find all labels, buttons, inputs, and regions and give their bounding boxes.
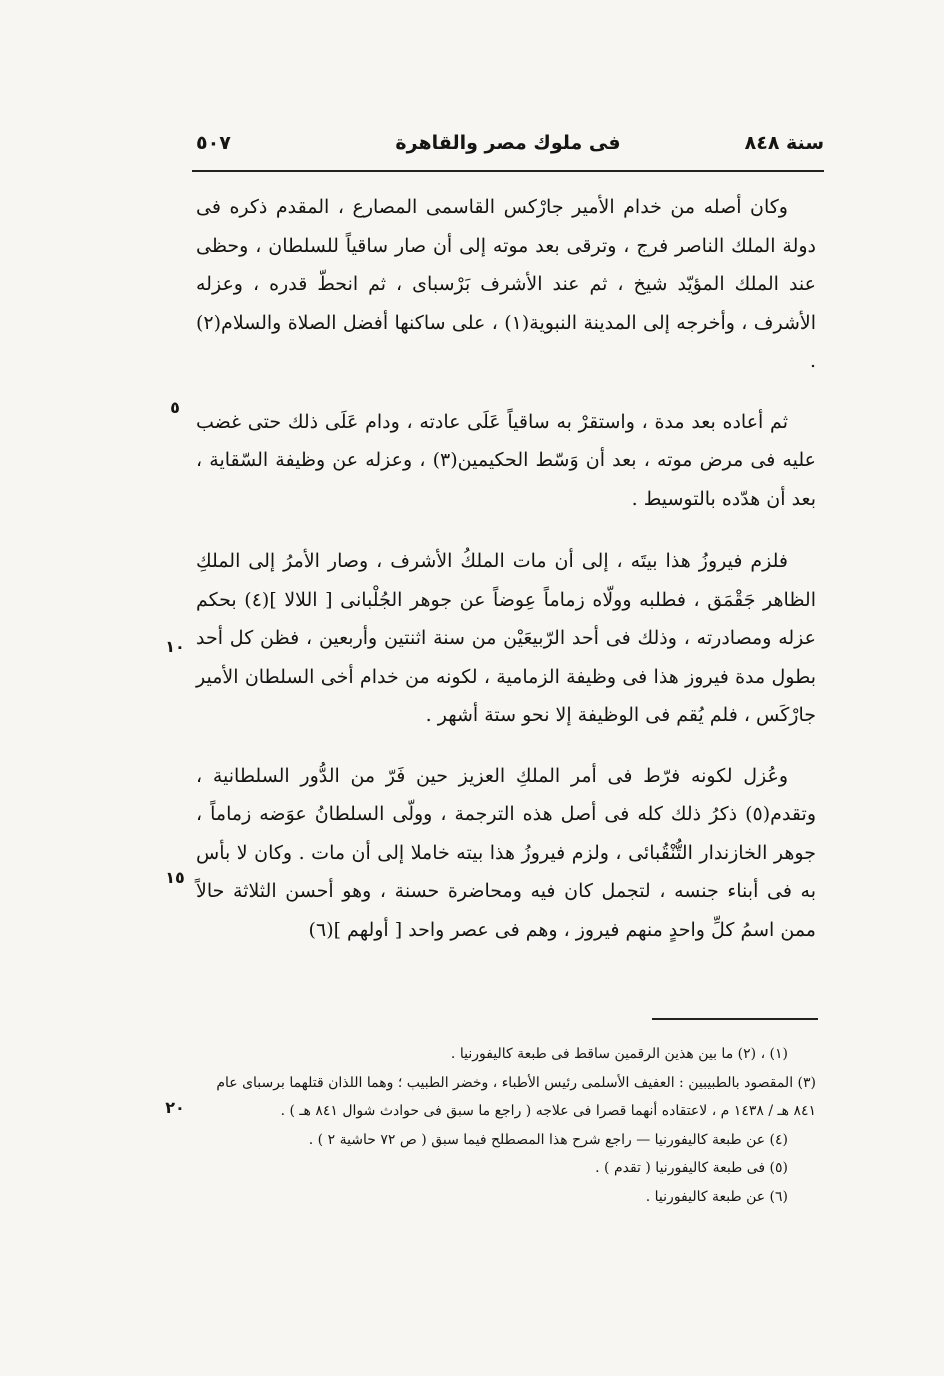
paragraph: ثم أعاده بعد مدة ، واستقرْ به ساقياً عَلَى عادته ، ودام عَلَى ذلك حتى غضب عليه فى مرض موته ، بعد أن وَسّط الحكيمين(٣) ، وعزله عن وظيفة السّقاية ، بعد أن هدّده بالتوسيط . <box>196 410 816 510</box>
header-year: سنة ٨٤٨ <box>744 132 824 154</box>
page-number: ٥٠٧ <box>196 132 231 154</box>
footnote: (٤) عن طبعة كاليفورنيا — راجع شرح هذا المصطلح فيما سبق ( ص ٧٢ حاشية ٢ ) . <box>308 1131 788 1148</box>
line-number: ٢٠ <box>165 1098 185 1117</box>
main-text <box>196 188 816 949</box>
footnote: (٦) عن طبعة كاليفورنيا . <box>645 1188 788 1205</box>
running-header <box>192 128 824 162</box>
header-rule <box>192 170 824 172</box>
footnotes <box>196 1040 816 1211</box>
line-number: ١٠ <box>165 637 185 656</box>
paragraph: فلزم فيروزُ هذا بيتَه ، إلى أن مات الملكُ الأشرف ، وصار الأمرُ إلى الملكِ الظاهر جَقْمَق ، فطلبه وولّاه زماماً عِوضاً عن جوهر الجُلْبانى [ اللالا ](٤) بحكم عزله ومصادرته ، وذلك فى أحد الرّبيعَيْن من سنة اثنتين وأربعين ، فظن كل أحد بطول مدة فيروز هذا فى وظيفة الزمامية ، لكونه من خدام أخى السلطان الأمير جارْكَس ، فلم يُقم فى الوظيفة إلا نحو ستة أشهر . <box>196 550 816 726</box>
footnote: (٥) فى طبعة كاليفورنيا ( تقدم ) . <box>595 1160 788 1176</box>
paragraph: وعُزل لكونه فرّط فى أمر الملكِ العزيز حين فَرّ من الدُّور السلطانية ، وتقدم(٥) ذكرُ ذلك كله فى أصل هذه الترجمة ، وولّى السلطانُ عوَضه زماماً ، جوهر الخازندار التُّنْقُبائى ، ولزم فيروزُ هذا بيته خاملا إلى أن مات . وكان لا بأس به فى أبناء جنسه ، لتجمل كان فيه ومحاضرة حسنة ، وهو أحسن الثلاثة حالاً ممن اسمُ كلِّ واحدٍ منهم فيروز ، وهم فى عصر واحد [ أولهم ](٦) <box>196 764 816 941</box>
paragraph: وكان أصله من خدام الأمير جارْكس القاسمى المصارع ، المقدم ذكره فى دولة الملك الناصر فرج ، وترقى بعد موته إلى أن صار ساقياً للسلطان ، وحظى عند الملك المؤيّد شيخ ، ثم عند الأشرف بَرْسباى ، ثم انحطّ قدره ، وعزله الأشرف ، وأخرجه إلى المدينة النبوية(١) ، على ساكنها أفضل الصلاة والسلام(٢) . <box>196 196 816 372</box>
footnote: (٣) المقصود بالطبيبين : العفيف الأسلمى رئيس الأطباء ، وخضر الطبيب ؛ وهما اللذان قتلهما برسباى عام ٨٤١ هـ / ١٤٣٨ م ، لاعتقاده أنهما قصرا فى علاجه ( راجع ما سبق فى حوادث شوال ٨٤١ هـ ) . <box>216 1074 816 1119</box>
line-number: ٥ <box>170 398 180 417</box>
header-title: فى ملوك مصر والقاهرة <box>395 132 621 154</box>
line-number: ١٥ <box>165 868 185 887</box>
footnote: (١) ، (٢) ما بين هذين الرقمين ساقط فى طبعة كاليفورنيا . <box>450 1046 788 1062</box>
footnote-rule <box>652 1018 818 1020</box>
